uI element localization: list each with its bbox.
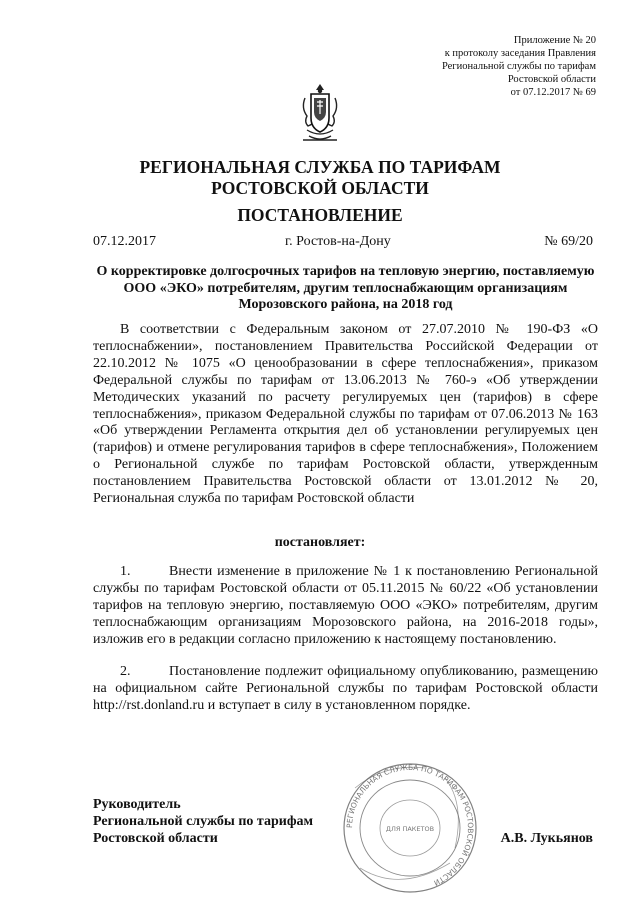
signer-name: А.В. Лукьянов [500,831,593,846]
document-number: № 69/20 [544,234,593,249]
org-line: РОСТОВСКОЙ ОБЛАСТИ [211,178,429,198]
signature-line: Региональной службы по тарифам [93,814,314,829]
document-subject: О корректировке долгосрочных тарифов на тепловую энергию, поставляемую ООО «ЭКО» потребителям, другим теплоснабжающим организациям Морозовского района, на 2018 год [96,264,595,313]
seal-outer-text: РЕГИОНАЛЬНАЯ СЛУЖБА ПО ТАРИФАМ РОСТОВСКОЙ ОБЛАСТИ [344,762,476,888]
annex-line: к протоколу заседания Правления [444,48,596,59]
official-seal [335,758,485,898]
annex-note [366,34,596,99]
annex-line: Приложение № 20 [513,35,596,46]
signature-line: Ростовской области [93,831,218,846]
item-text: Внести изменение в приложение № 1 к постановлению Региональной службы по тарифам Ростовской области от 05.11.2015 № 60/22 «Об установлении тарифов на тепловую энергию, поставляемую ООО «ЭКО» потребителям, другим теплоснабжающим организациям Морозовского района, на 2016-2018 годы», изложив его в редакции согласно приложению к настоящему постановлению. [93,564,598,647]
organization-title [0,157,640,199]
preamble-paragraph: В соответствии с Федеральным законом от 27.07.2010 № 190-ФЗ «О теплоснабжении», постановлением Правительства Российской Федерации от 22.10.2012 № 1075 «О ценообразовании в сфере теплоснабжения», приказом Федеральной службы по тарифам от 13.06.2013 № 760-э «Об утверждении Методических указаний по расчету регулируемых цен (тарифов) в сфере теплоснабжения», приказом Федеральной службы по тарифам от 07.06.2013 № 163 «Об утверждении Регламента открытия дел об установлении регулируемых цен (тарифов) и отмене регулирования тарифов в сфере теплоснабжения», Положением о Региональной службе по тарифам Ростовской области, утвержденным постановлением Правительства Ростовской области от 13.01.2012 № 20, Региональная служба по тарифам Ростовской области [93,322,598,507]
annex-line: от 07.12.2017 № 69 [510,87,596,98]
seal-inner-text: ДЛЯ ПАКЕТОВ [385,825,435,833]
document-type: ПОСТАНОВЛЕНИЕ [237,205,403,225]
decree-word: постановляет: [274,535,366,550]
coat-of-arms-icon [297,80,343,148]
item-number: 2. [120,664,131,679]
document-date: 07.12.2017 [93,234,156,249]
item-text: Постановление подлежит официальному опубликованию, размещению на официальном сайте Региональной службы по тарифам Ростовской области http://rst.donland.ru и вступает в силу в установленном порядке. [93,664,598,713]
annex-line: Региональной службы по тарифам [441,61,596,72]
org-line: РЕГИОНАЛЬНАЯ СЛУЖБА ПО ТАРИФАМ [139,157,501,177]
decree-item [93,664,598,715]
decree-item [93,564,598,649]
signature-line: Руководитель [93,797,181,812]
signature-block [93,796,313,847]
document-city: г. Ростов-на-Дону [285,234,391,249]
annex-line: Ростовской области [507,74,596,85]
item-number: 1. [120,564,131,579]
